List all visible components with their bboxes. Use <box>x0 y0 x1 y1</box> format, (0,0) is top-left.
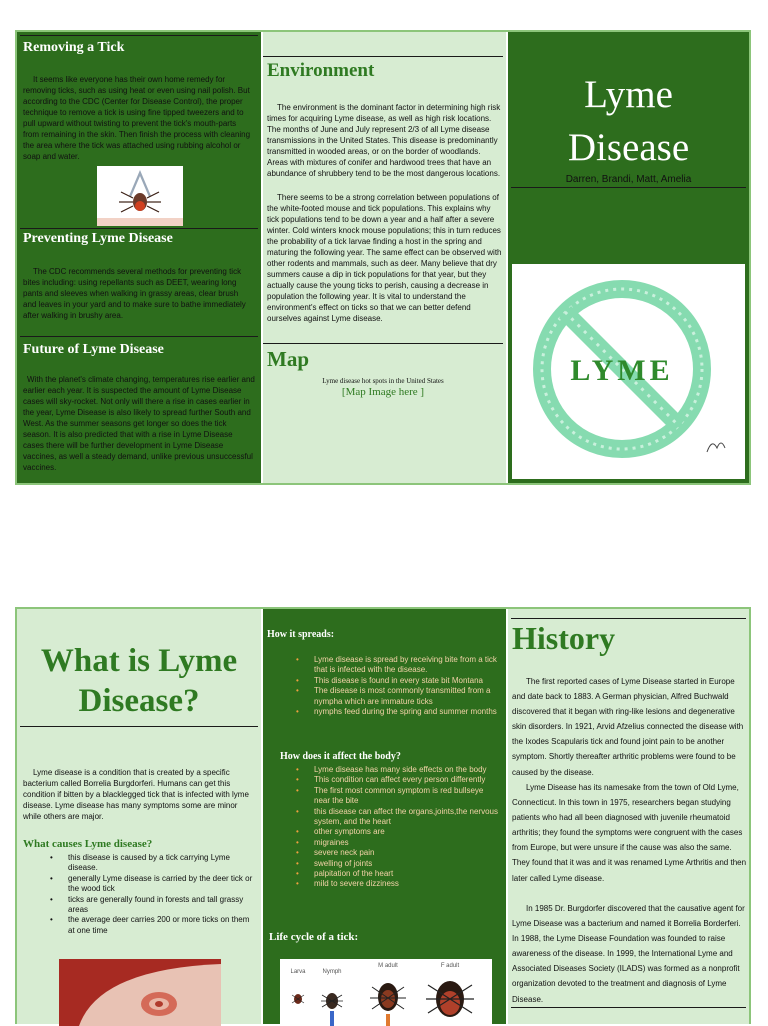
environment-heading: Environment <box>267 60 375 81</box>
history-heading: History <box>512 620 616 656</box>
divider <box>20 228 258 229</box>
front-cover-panel <box>508 32 749 483</box>
back-left-panel <box>17 609 261 1024</box>
list-item: • nymphs feed during the spring and summer months <box>314 707 500 717</box>
list-item: • Lyme disease has many side effects on the body <box>314 765 500 775</box>
map-image-placeholder: [Map Image here ] <box>341 386 425 398</box>
history-text-2: Lyme Disease has its namesake from the town of Old Lyme, Connecticut. In this town in 1975, researchers began studying patients who had all been diagnosed with juvenile rheumatoid arthritis; they found the symptoms were congruent with the cases from Europe, but were unsure if the cause was also the same. They found that it was and it was renamed Lyme Arthritis and then later called Lyme disease. <box>512 783 747 883</box>
list-item: • Lyme disease is spread by receiving bite from a tick that is infected with the disease. <box>314 655 500 676</box>
removing-heading: Removing a Tick <box>23 40 125 55</box>
list-item: • This disease is found in every state bit Montana <box>314 676 500 686</box>
list-item: • generally Lyme disease is carried by the deer tick or the wood tick <box>68 874 253 895</box>
list-item: • severe neck pain <box>314 848 500 858</box>
divider <box>511 618 746 619</box>
spreads-heading: How it spreads: <box>267 629 335 640</box>
affect-list <box>314 765 500 890</box>
lyme-logo-image <box>512 264 745 479</box>
list-item: • ticks are generally found in forests and tall grassy areas <box>68 895 253 916</box>
back-right-panel <box>508 609 749 1024</box>
map-heading: Map <box>267 347 309 371</box>
causes-heading: What causes Lyme disease? <box>23 838 153 850</box>
list-item: • The first most common symptom is red bullseye near the bite <box>314 786 500 807</box>
what-text: Lyme disease is a condition that is created by a specific bacterium called Borrelia Burgdorferi. Humans can get this condition if bitten by a blacklegged tick that is infected with lyme disease. Lyme disease has many symptoms some are minor while others are major. <box>23 768 249 821</box>
male-adult-label: M adult <box>378 963 398 969</box>
list-item: • other symptoms are <box>314 827 500 837</box>
bullseye-rash-image <box>59 959 221 1026</box>
tick-lifecycle-image <box>280 959 492 1026</box>
what-heading <box>17 641 261 721</box>
cover-title-line2: Disease <box>567 126 690 169</box>
divider <box>263 343 503 344</box>
brochure-back <box>15 607 751 1024</box>
cover-authors: Darren, Brandi, Matt, Amelia <box>565 174 692 185</box>
list-item: • swelling of joints <box>314 859 500 869</box>
history-text-3: In 1985 Dr. Burgdorfer discovered that the causative agent for Lyme Disease was a bacterium and named it Borrelia Borderferi. In 1988, the Lyme Disease Foundation was founded to raise awareness of the disease. In 1999, the International Lyme and Associated Diseases Society (ILADS) was formed as a nonprofit organization devoted to the treatment and diagnosis of Lyme Disease. <box>512 904 745 1004</box>
future-heading: Future of Lyme Disease <box>23 342 164 357</box>
list-item: • this disease can affect the organs,joints,the nervous system, and the heart <box>314 807 500 828</box>
environment-text-1: The environment is the dominant factor in determining high risk times for acquiring Lyme disease, as well as high risk locations. The months of June and July represent 2/3 of all Lyme disease transmissions in the United States. This disease is predominantly transmitted in wooded areas, or on the border of woodlands. Areas with mixtures of conifer and hardwood trees that have an abundance of shrubbery tend to be the most dangerous locations. <box>267 103 501 178</box>
lyme-logo-text: LYME <box>570 354 674 387</box>
nymph-label: Nymph <box>322 969 342 975</box>
list-item: • this disease is caused by a tick carrying Lyme disease. <box>68 853 253 874</box>
divider <box>20 336 258 337</box>
cover-title <box>508 68 749 174</box>
divider <box>263 56 503 57</box>
larva-label: Larva <box>290 969 306 975</box>
front-middle-panel <box>263 32 506 483</box>
preventing-text: The CDC recommends several methods for preventing tick bites including: using repellants such as DEET, wearing long pants and sleeves when walking in grassy areas, clear brush and leaves in your yard and to make sure to bathe immediately after walking in brushy area. <box>23 267 246 320</box>
spreads-list <box>314 655 500 717</box>
lifecycle-heading: Life cycle of a tick: <box>269 931 359 943</box>
brochure-front <box>15 30 751 485</box>
list-item: • the average deer carries 200 or more ticks on them at one time <box>68 915 253 936</box>
what-heading-line2: Disease? <box>78 683 200 719</box>
female-adult-label: F adult <box>440 963 460 969</box>
list-item: • migraines <box>314 838 500 848</box>
what-heading-line1: What is Lyme <box>40 643 238 679</box>
cover-title-line1: Lyme <box>584 73 673 116</box>
map-caption: Lyme disease hot spots in the United States <box>322 377 444 385</box>
divider <box>20 726 258 727</box>
causes-list <box>68 853 253 936</box>
list-item: • The disease is most commonly transmitted from a nympha which are immature ticks <box>314 686 500 707</box>
divider <box>511 187 746 188</box>
list-item: • This condition can affect every person differently <box>314 775 500 785</box>
removing-text: It seems like everyone has their own home remedy for removing ticks, such as using heat or even using nail polish. But according to the CDC (Center for Disease Control), the proper technique to remove a tick is using fine tipped tweezers and to pull upward without twisting to prevent the tick's mouth-parts from remaining in the skin. Then finish the process with cleaning the area where the tick was attached using rubbing alcohol or soap and water. <box>23 75 251 161</box>
back-middle-panel <box>263 609 506 1024</box>
affect-heading: How does it affect the body? <box>280 751 401 762</box>
front-left-panel <box>17 32 261 483</box>
divider <box>511 1007 746 1008</box>
future-text: With the planet's climate changing, temperatures rise earlier and earlier each year. It is suspected the amount of Lyme Disease cases will sky-rocket. Not only will there a rise in cases earlier in the year, Lyme Disease is also likely to spread further South and West. As the summer seasons get longer so does the tick season. It is also predicted that with a rise in Lyme Disease cases there will be further development in Lyme Disease vaccines, as well a steady demand, unlike previous unsuccessful vaccines. <box>23 375 255 472</box>
divider <box>20 35 258 36</box>
list-item: • palpitation of the heart <box>314 869 500 879</box>
tweezers-tick-image <box>97 166 183 226</box>
history-text-1: The first reported cases of Lyme Disease started in Europe and date back to 1883. A German physician, Alfred Buchwald discovered that it began with ring-like lesions and degenerative skin disorders. In 1921, Arvid Afzelius connected the disease with the Ixodes Scapularis tick and found joint pain to be another symptom. Shortly thereafter arthritic problems were found to be caused by the disease. <box>512 677 744 777</box>
list-item: • mild to severe dizziness <box>314 879 500 889</box>
preventing-heading: Preventing Lyme Disease <box>23 231 173 246</box>
environment-text-2: There seems to be a strong correlation between populations of the white-footed mouse and tick populations. This explains why tick populations tend to be down a year and a half after a severe winter. Cold winters knock mouse populations; this in turn reduces the probability of a tick larvae finding a host in the spring and maturing the following year. The same effect can be observed with other rodents and mammals, such as deer. Many believe that dry summers cause a dip in tick populations for that year, but they actually cause the young ticks to perish, causing a decrease in population the following year. It is vital to understand the environment's effect on ticks so that we can better defend ourselves against Lyme disease. <box>267 193 502 323</box>
